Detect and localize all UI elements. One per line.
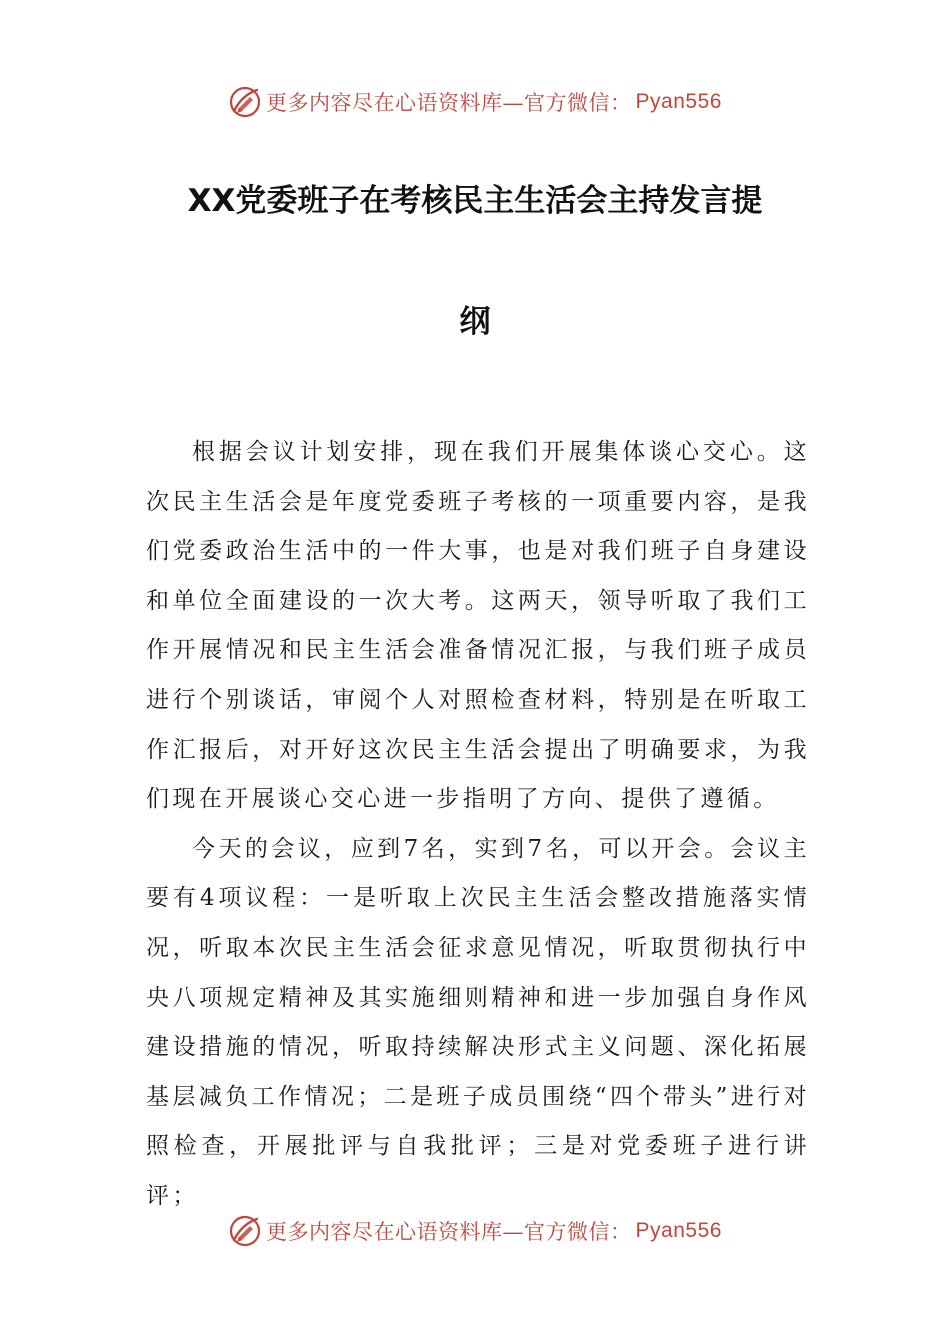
watermark-wechat-id: Pyan556 (635, 90, 722, 113)
document-title-line-2: 纲 (459, 304, 491, 340)
watermark-wechat-id: Pyan556 (635, 1219, 722, 1242)
pen-logo-icon (228, 1214, 262, 1248)
watermark-text: 更多内容尽在心语资料库—官方微信： (266, 1220, 632, 1244)
document-body (146, 428, 810, 1222)
footer-watermark (0, 1211, 950, 1251)
document-title-line-1: XX党委班子在考核民主生活会主持发言提 (187, 183, 763, 219)
paragraph-1: 根据会议计划安排，现在我们开展集体谈心交心。这次民主生活会是年度党委班子考核的一项重要内容，是我们党委政治生活中的一件大事，也是对我们班子自身建设和单位全面建设的一次大考。这两天，领导听取了我们工作开展情况和民主生活会准备情况汇报，与我们班子成员进行个别谈话，审阅个人对照检查材料，特别是在听取工作汇报后，对开好这次民主生活会提出了明确要求，为我们现在开展谈心交心进一步指明了方向、提供了遵循。 (146, 439, 810, 813)
header-watermark (0, 82, 950, 122)
pen-logo-icon (228, 85, 262, 119)
watermark-text: 更多内容尽在心语资料库—官方微信： (266, 91, 632, 115)
paragraph-2: 今天的会议，应到7名，实到7名，可以开会。会议主要有4项议程：一是听取上次民主生活会整改措施落实情况，听取本次民主生活会征求意见情况，听取贯彻执行中央八项规定精神及其实施细则精神和进一步加强自身作风建设措施的情况，听取持续解决形式主义问题、深化拓展基层减负工作情况；二是班子成员围绕“四个带头”进行对照检查，开展批评与自我批评；三是对党委班子进行讲评； (146, 835, 810, 1209)
